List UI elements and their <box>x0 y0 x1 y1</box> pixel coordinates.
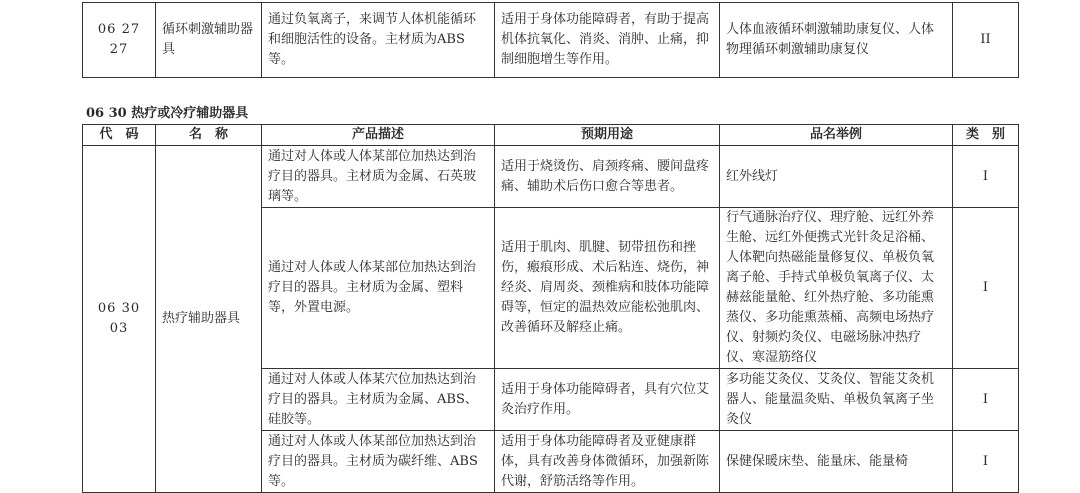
section-title: 06 30 热疗或冷疗辅助器具 <box>86 106 249 121</box>
row-examples: 多功能艾灸仪、艾灸仪、智能艾灸机器人、能量温灸贴、单极负氧离子坐灸仪 <box>720 369 953 431</box>
header-examples: 品名举例 <box>720 125 953 146</box>
row-description: 通过对人体或人体某部位加热达到治疗目的器具。主材质为碳纤维、ABS等。 <box>262 431 495 493</box>
row-description: 通过对人体或人体某穴位加热达到治疗目的器具。主材质为金属、ABS、硅胶等。 <box>262 369 495 431</box>
thermal-aids-table <box>82 124 1019 493</box>
header-name: 名 称 <box>156 125 262 146</box>
row-category: I <box>953 431 1019 493</box>
group-name: 热疗辅助器具 <box>156 146 262 493</box>
row-intended-use: 适用于身体功能障碍者及亚健康群体，具有改善身体微循环，加强新陈代谢，舒筋活络等作用。 <box>495 431 720 493</box>
item-description: 通过负氧离子，来调节人体机能循环和细胞活性的设备。主材质为ABS等。 <box>262 3 495 78</box>
item-name: 循环刺激辅助器具 <box>156 3 262 78</box>
header-category: 类 别 <box>953 125 1019 146</box>
row-intended-use: 适用于身体功能障碍者，具有穴位艾灸治疗作用。 <box>495 369 720 431</box>
row-category: I <box>953 146 1019 208</box>
header-description: 产品描述 <box>262 125 495 146</box>
item-code: 06 27 27 <box>83 3 156 78</box>
group-code: 06 30 03 <box>83 146 156 493</box>
item-category: II <box>953 3 1019 78</box>
row-category: I <box>953 208 1019 369</box>
previous-item-table <box>82 2 1019 78</box>
item-intended-use: 适用于身体功能障碍者，有助于提高机体抗氧化、消炎、消肿、止痛，抑制细胞增生等作用。 <box>495 3 720 78</box>
row-intended-use: 适用于烧烫伤、肩颈疼痛、腰间盘疼痛、辅助术后伤口愈合等患者。 <box>495 146 720 208</box>
table-row <box>83 146 1019 208</box>
row-description: 通过对人体或人体某部位加热达到治疗目的器具。主材质为金属、塑料等，外置电源。 <box>262 208 495 369</box>
row-examples: 保健保暖床垫、能量床、能量椅 <box>720 431 953 493</box>
row-description: 通过对人体或人体某部位加热达到治疗目的器具。主材质为金属、石英玻璃等。 <box>262 146 495 208</box>
header-intended-use: 预期用途 <box>495 125 720 146</box>
row-category: I <box>953 369 1019 431</box>
row-examples: 红外线灯 <box>720 146 953 208</box>
header-code: 代 码 <box>83 125 156 146</box>
row-intended-use: 适用于肌肉、肌腱、韧带扭伤和挫伤，瘢痕形成、术后粘连、烧伤，神经炎、肩周炎、颈椎病和肢体功能障碍等，恒定的温热效应能松弛肌肉、改善循环及解痉止痛。 <box>495 208 720 369</box>
item-examples: 人体血液循环刺激辅助康复仪、人体物理循环刺激辅助康复仪 <box>720 3 953 78</box>
table-header-row <box>83 125 1019 146</box>
row-examples: 行气通脉治疗仪、理疗舱、远红外养生舱、远红外便携式光针灸足浴桶、人体靶向热磁能量修复仪、单极负氧离子舱、手持式单极负氧离子仪、太赫兹能量舱、红外热疗舱、多功能熏蒸仪、多功能熏蒸桶、高频电场热疗仪、射频灼灸仪、电磁场脉冲热疗仪、寒湿筋络仪 <box>720 208 953 369</box>
table-row <box>83 3 1019 78</box>
